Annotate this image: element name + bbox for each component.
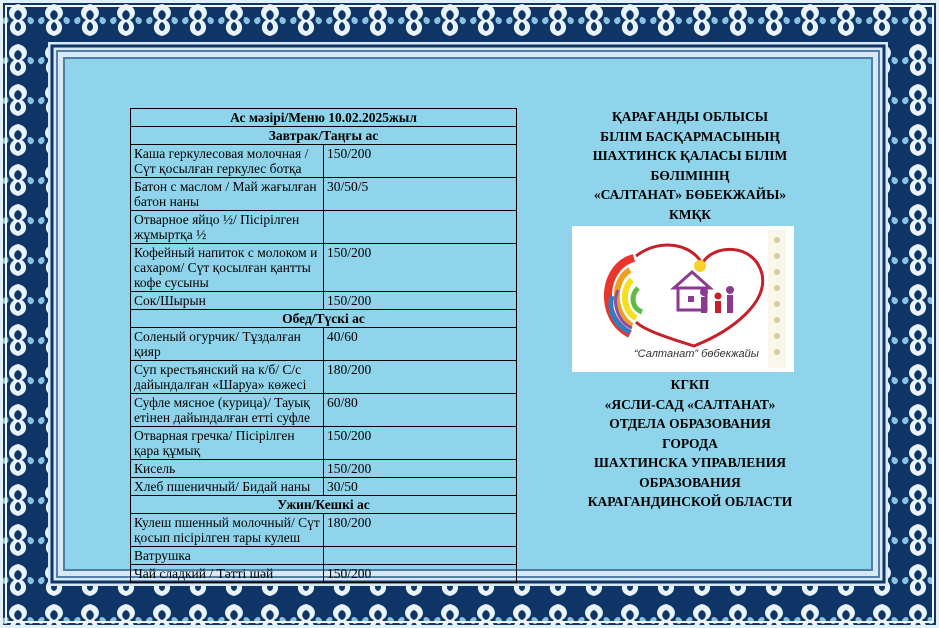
- menu-table: [130, 108, 517, 583]
- section-title: Обед/Түскі ас: [131, 310, 517, 328]
- org-name-kz: [540, 107, 840, 224]
- menu-section-header: [131, 127, 517, 145]
- portion-size: 180/200: [324, 361, 517, 394]
- portion-size: 30/50: [324, 478, 517, 496]
- org-ru-line: ГОРОДА: [662, 435, 718, 451]
- org-kz-line: БӨЛІМІНІҢ: [650, 167, 730, 183]
- dish-name: Соленый огурчик/ Тұздалған қияр: [131, 328, 324, 361]
- dish-name: Суфле мясное (курица)/ Тауық етінен дайындалған етті суфле: [131, 394, 324, 427]
- dish-name: Сок/Шырын: [131, 292, 324, 310]
- org-ru-line: ОБРАЗОВАНИЯ: [639, 474, 741, 490]
- menu-item-row: [131, 514, 517, 547]
- org-ru-line: «ЯСЛИ-САД «САЛТАНАТ»: [604, 396, 776, 412]
- portion-size: 30/50/5: [324, 178, 517, 211]
- org-ru-line: ОТДЕЛА ОБРАЗОВАНИЯ: [609, 416, 771, 431]
- portion-size: 60/80: [324, 394, 517, 427]
- dish-name: Кисель: [131, 460, 324, 478]
- menu-item-row: [131, 460, 517, 478]
- menu-item-row: [131, 211, 517, 244]
- menu-item-row: [131, 565, 517, 583]
- dish-name: Кулеш пшенный молочный/ Сүт қосып пісірілген тары кулеш: [131, 514, 324, 547]
- org-kz-line: «САЛТАНАТ» БӨБЕКЖАЙЫ»: [593, 187, 787, 202]
- org-kz-line: ҚАРАҒАНДЫ ОБЛЫСЫ: [612, 109, 768, 124]
- dish-name: Чай сладкий / Тәтті шәй: [131, 565, 324, 583]
- dish-name: Каша геркулесовая молочная / Сүт қосылған геркулес ботқа: [131, 145, 324, 178]
- menu-title: Ас мәзірі/Меню 10.02.2025жыл: [131, 109, 517, 127]
- org-kz-line: БІЛІМ БАСҚАРМАСЫНЫҢ: [600, 128, 780, 144]
- dish-name: Суп крестьянский на к/б/ С/с дайындалған «Шаруа» көжесі: [131, 361, 324, 394]
- section-title: Завтрак/Таңғы ас: [131, 127, 517, 145]
- menu-item-row: [131, 361, 517, 394]
- menu-item-row: [131, 292, 517, 310]
- portion-size: 40/60: [324, 328, 517, 361]
- dish-name: Отварная гречка/ Пісірілген қара құмық: [131, 427, 324, 460]
- org-ru-line: ШАХТИНСКА УПРАВЛЕНИЯ: [594, 455, 786, 470]
- dish-name: Кофейный напиток с молоком и сахаром/ Сүт қосылған қантты кофе сусыны: [131, 244, 324, 292]
- dish-name: Ватрушка: [131, 547, 324, 565]
- org-ru-line: КГКП: [670, 377, 710, 392]
- dish-name: Батон с маслом / Май жағылған батон наны: [131, 178, 324, 211]
- portion-size: [324, 547, 517, 565]
- kindergarten-logo: [572, 226, 794, 372]
- menu-section-header: [131, 496, 517, 514]
- section-title: Ужин/Кешкі ас: [131, 496, 517, 514]
- org-kz-line: КМҚК: [668, 206, 712, 222]
- org-ru-line: КАРАГАНДИНСКОЙ ОБЛАСТИ: [587, 494, 793, 509]
- portion-size: 150/200: [324, 460, 517, 478]
- portion-size: 150/200: [324, 427, 517, 460]
- portion-size: 150/200: [324, 565, 517, 583]
- menu-item-row: [131, 427, 517, 460]
- menu-item-row: [131, 244, 517, 292]
- portion-size: 150/200: [324, 292, 517, 310]
- menu-item-row: [131, 547, 517, 565]
- portion-size: 150/200: [324, 145, 517, 178]
- portion-size: 180/200: [324, 514, 517, 547]
- org-kz-line: ШАХТИНСК ҚАЛАСЫ БІЛІМ: [592, 148, 788, 163]
- dish-name: Хлеб пшеничный/ Бидай наны: [131, 478, 324, 496]
- menu-item-row: [131, 328, 517, 361]
- menu-item-row: [131, 394, 517, 427]
- dish-name: Отварное яйцо ½/ Пісірілген жұмыртқа ½: [131, 211, 324, 244]
- logo-caption: “Салтанат” бөбекжайы: [634, 348, 759, 360]
- menu-item-row: [131, 145, 517, 178]
- menu-item-row: [131, 178, 517, 211]
- portion-size: 150/200: [324, 244, 517, 292]
- menu-item-row: [131, 478, 517, 496]
- org-name-ru: [540, 375, 840, 512]
- menu-section-header: [131, 310, 517, 328]
- portion-size: [324, 211, 517, 244]
- logo-image: [572, 226, 794, 372]
